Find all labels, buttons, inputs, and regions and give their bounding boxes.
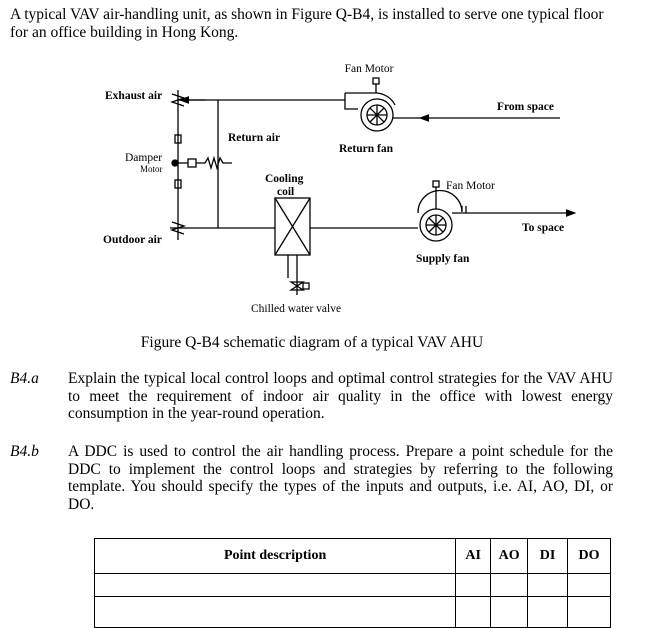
outdoor-air-label: Outdoor air — [103, 234, 162, 246]
to-space-label: To space — [522, 222, 565, 234]
header-point-description: Point description — [95, 539, 456, 574]
motor-label: Motor — [140, 164, 163, 174]
return-fan-outlet — [345, 93, 358, 109]
from-space-label: From space — [497, 101, 554, 113]
chilled-water-valve-label: Chilled water valve — [251, 303, 342, 315]
header-ao: AO — [491, 539, 528, 574]
return-fan-label: Return fan — [339, 143, 393, 155]
question-label-b4a: B4.a — [10, 370, 39, 387]
fan-motor-top-label: Fan Motor — [344, 63, 394, 75]
cooling-label: Cooling — [265, 173, 304, 185]
header-ai: AI — [456, 539, 491, 574]
intro-paragraph: A typical VAV air-handling unit, as shown in Figure Q-B4, is installed to serve one typical floor for an office building in Hong Kong. — [10, 6, 604, 41]
damper-label: Damper — [125, 152, 163, 164]
return-fan-motor-icon — [373, 78, 379, 84]
question-text-b4a: Explain the typical local control loops and optimal control strategies for the VAV AHU to meet the requirement of indoor air quality in the office with lowest energy consumption in the year-round operation. — [68, 370, 613, 422]
fan-motor-supply-label: Fan Motor — [446, 180, 495, 192]
question-text-b4b: A DDC is used to control the air handling process. Prepare a point schedule for the DDC to implement the control loops and strategies by referring to the following template. You should specify the types of the inputs and outputs, i.e. AI, AO, DI, or DO. — [68, 443, 613, 513]
table-header-row — [95, 539, 611, 574]
point-schedule-table — [94, 538, 611, 628]
header-do: DO — [568, 539, 611, 574]
return-air-label: Return air — [228, 132, 281, 144]
supply-fan-label: Supply fan — [416, 253, 470, 265]
damper-motor-icon — [188, 159, 196, 167]
coil-label: coil — [277, 186, 295, 198]
question-label-b4b: B4.b — [10, 443, 39, 460]
exhaust-air-label: Exhaust air — [105, 90, 163, 102]
supply-fan-motor-icon — [433, 181, 439, 187]
figure-caption: Figure Q-B4 schematic diagram of a typical VAV AHU — [140, 334, 484, 351]
table-row — [95, 597, 611, 628]
table-row — [95, 574, 611, 597]
header-di: DI — [528, 539, 568, 574]
